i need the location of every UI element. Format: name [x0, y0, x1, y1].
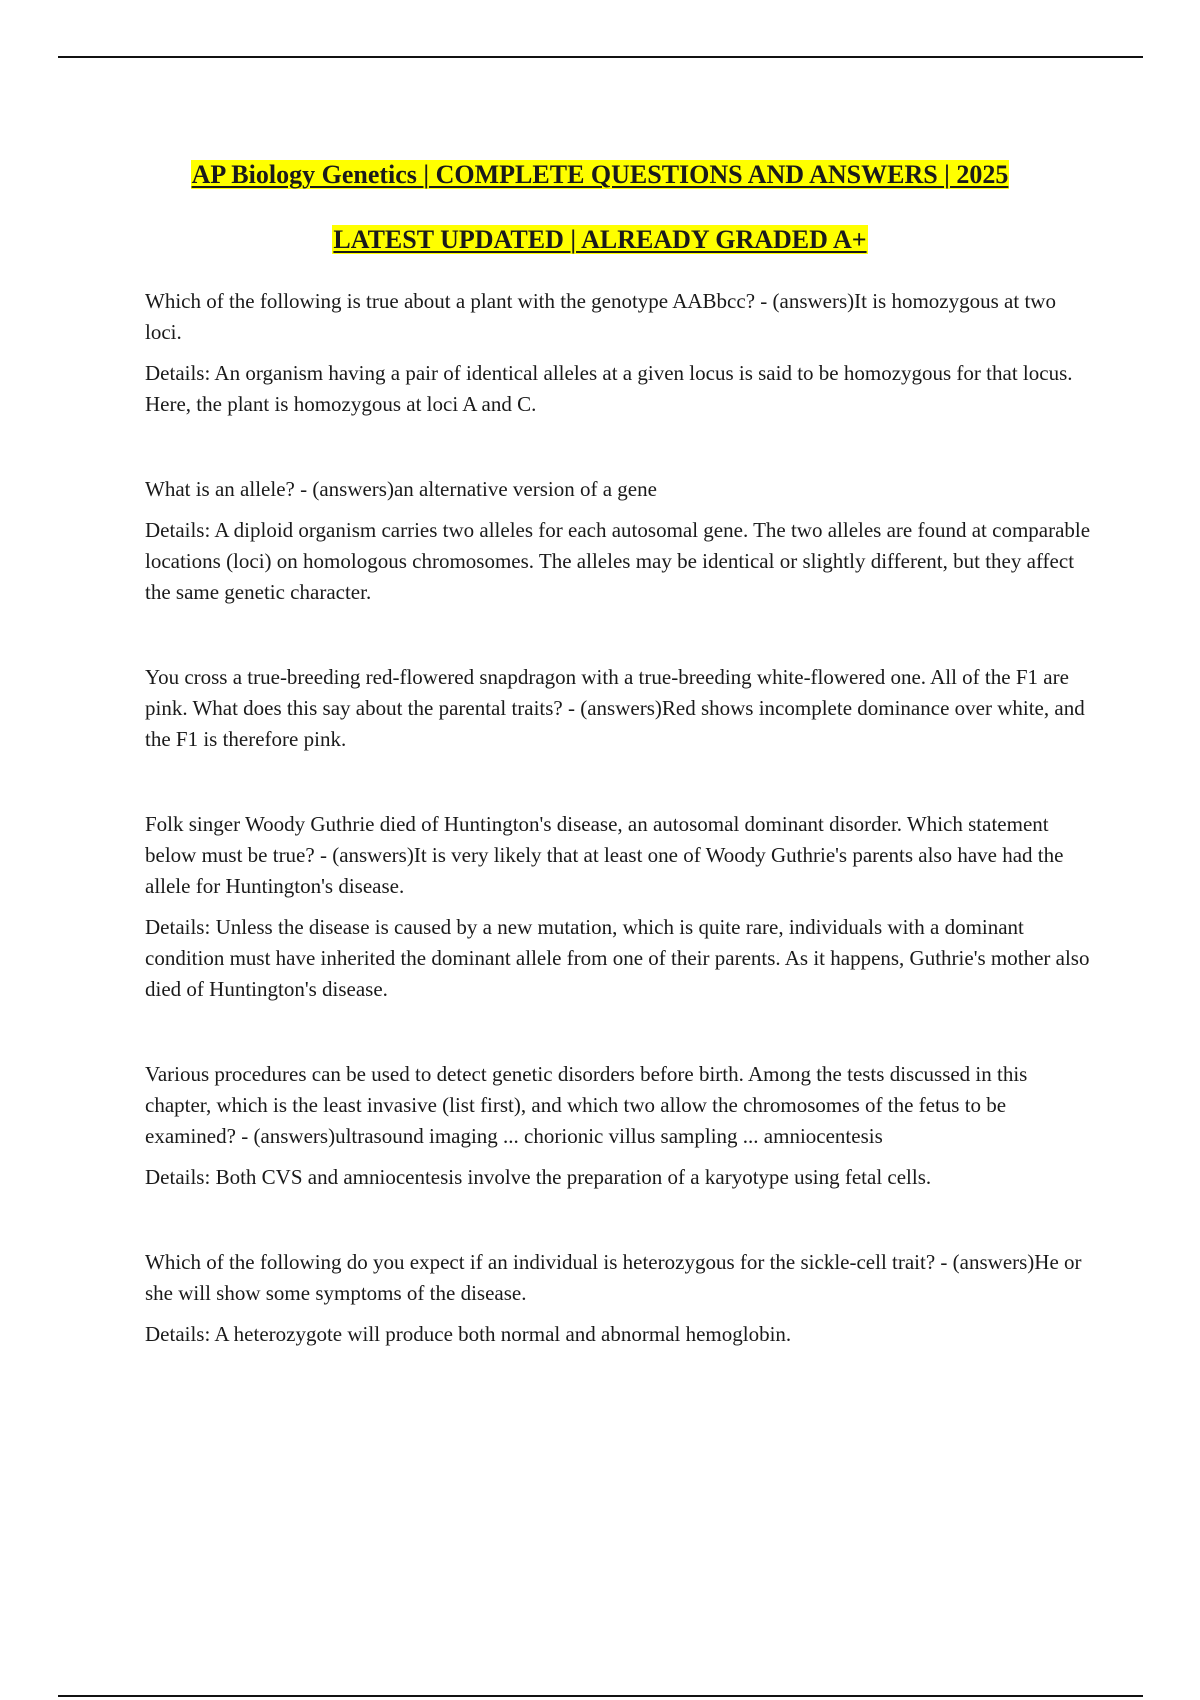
question-text: What is an allele? - (answers)an alternative version of a gene	[145, 477, 657, 501]
question-text: You cross a true-breeding red-flowered snapdragon with a true-breeding white-flowered one. All of the F1 are pink. What does this say about the parental traits? - (answers)Red shows incomplete dominance over white, and the F1 is therefore pink.	[145, 665, 1085, 751]
qa-item	[145, 474, 1095, 608]
document-title	[0, 142, 1200, 272]
question-text: Various procedures can be used to detect genetic disorders before birth. Among the tests discussed in this chapter, which is the least invasive (list first), and which two allow the chromosomes of the fetus to be examined? - (answers)ultrasound imaging ... chorionic villus sampling ... amniocentesis	[145, 1062, 1028, 1148]
qa-item	[145, 1247, 1095, 1350]
qa-item	[145, 1059, 1095, 1193]
qa-list	[145, 286, 1095, 1404]
bottom-rule	[58, 1695, 1143, 1697]
qa-item	[145, 286, 1095, 420]
qa-item	[145, 662, 1095, 755]
title-line-1: AP Biology Genetics | COMPLETE QUESTIONS AND ANSWERS | 2025	[191, 160, 1009, 189]
qa-item	[145, 809, 1095, 1005]
question-text: Which of the following do you expect if an individual is heterozygous for the sickle-cell trait? - (answers)He or she will show some symptoms of the disease.	[145, 1250, 1082, 1305]
details-text: Details: An organism having a pair of identical alleles at a given locus is said to be homozygous for that locus. Here, the plant is homozygous at loci A and C.	[145, 361, 1073, 416]
question-text: Folk singer Woody Guthrie died of Huntington's disease, an autosomal dominant disorder. Which statement below must be true? - (answers)It is very likely that at least one of Woody Guthrie's parents also have had the allele for Huntington's disease.	[145, 812, 1064, 898]
top-rule	[58, 56, 1143, 58]
details-text: Details: A diploid organism carries two alleles for each autosomal gene. The two alleles are found at comparable locations (loci) on homologous chromosomes. The alleles may be identical or slightly different, but they affect the same genetic character.	[145, 518, 1091, 604]
details-text: Details: A heterozygote will produce both normal and abnormal hemoglobin.	[145, 1322, 792, 1346]
details-text: Details: Both CVS and amniocentesis involve the preparation of a karyotype using fetal cells.	[145, 1165, 932, 1189]
title-line-2: LATEST UPDATED | ALREADY GRADED A+	[333, 225, 867, 254]
details-text: Details: Unless the disease is caused by a new mutation, which is quite rare, individuals with a dominant condition must have inherited the dominant allele from one of their parents. As it happens, Guthrie's mother also died of Huntington's disease.	[145, 915, 1090, 1001]
question-text: Which of the following is true about a plant with the genotype AABbcc? - (answers)It is homozygous at two loci.	[145, 289, 1056, 344]
